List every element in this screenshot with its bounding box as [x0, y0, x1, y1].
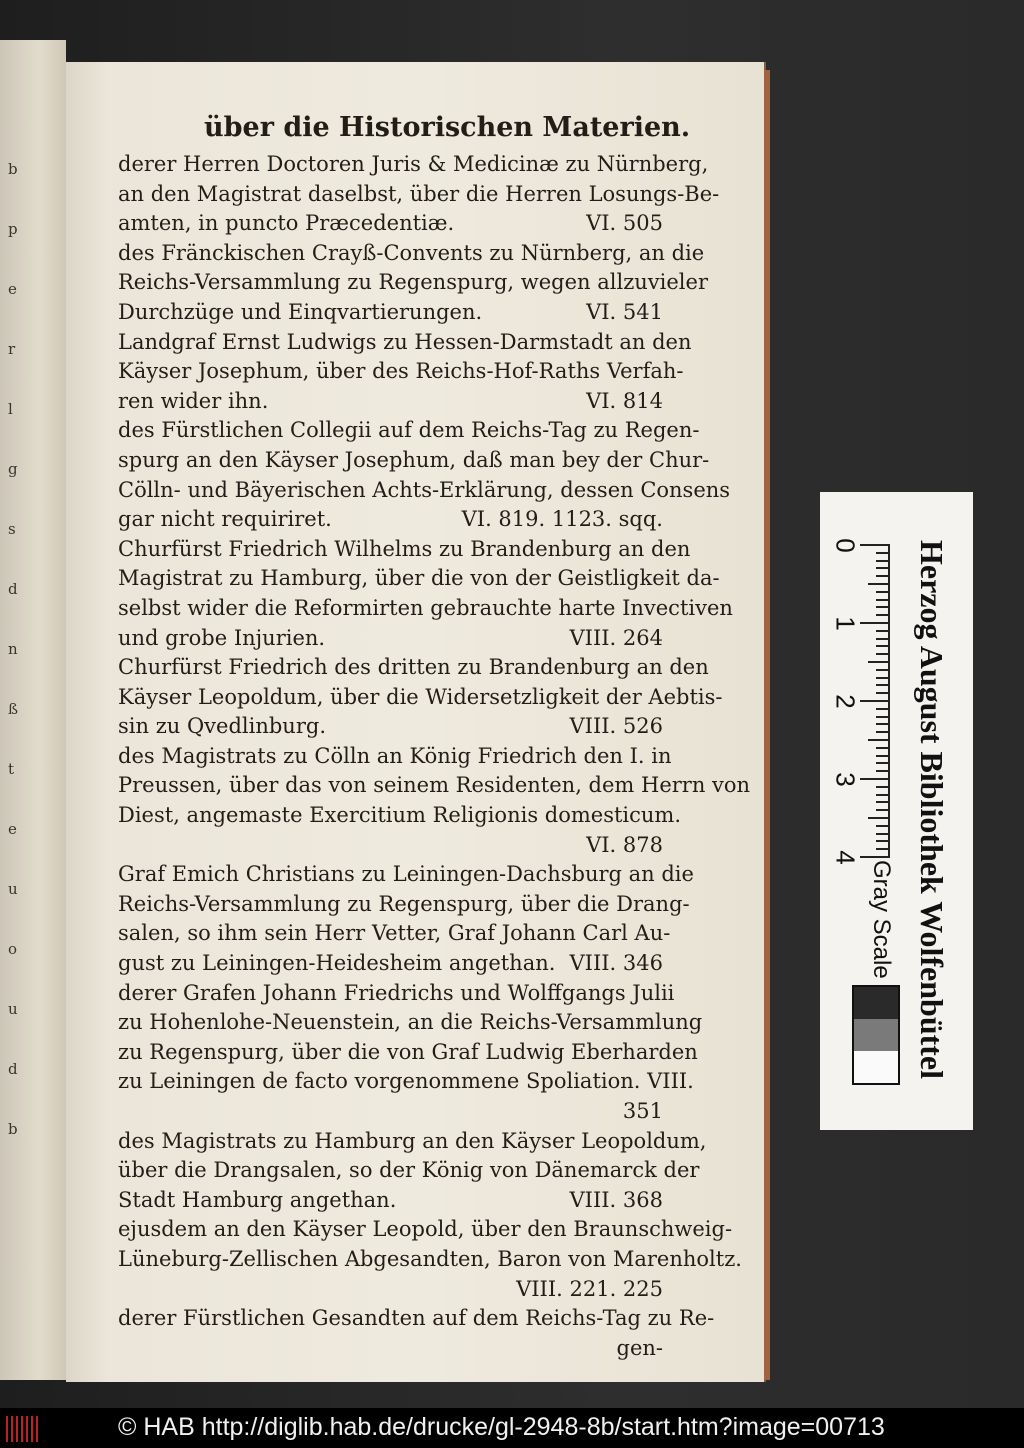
page-reference: VIII. 264	[569, 625, 663, 650]
grayscale-label: Gray Scale	[868, 860, 895, 979]
page-reference: VI. 878	[586, 832, 663, 857]
page-reference: VIII. 346	[569, 951, 663, 976]
line-text: amten, in puncto Præcedentiæ.	[118, 211, 455, 236]
ruler-number: 1	[830, 616, 861, 631]
copyright-link[interactable]: © HAB http://diglib.hab.de/drucke/gl-2948-8b/start.htm?image=00713	[118, 1413, 885, 1441]
grayscale-swatch	[852, 985, 900, 1085]
ruler-tick	[868, 661, 890, 663]
text-line: spurg an den Käyser Josephum, daß man bey der Chur-	[118, 447, 710, 472]
page-reference: VI. 541	[586, 299, 663, 324]
text-line: Churfürst Friedrich Wilhelms zu Brandenburg an den	[118, 536, 691, 561]
text-line: Lüneburg-Zellischen Abgesandten, Baron von Marenholtz.	[118, 1246, 742, 1271]
hab-logo-icon	[6, 1416, 40, 1442]
ruler-tick	[860, 778, 890, 780]
text-line: Käyser Leopoldum, über die Widersetzligkeit der Aebtis-	[118, 684, 723, 709]
library-title: Herzog August Bibliothek Wolfenbüttel	[914, 540, 950, 1080]
line-text: gar nicht requiriret.	[118, 507, 332, 532]
text-line: Graf Emich Christians zu Leiningen-Dachsburg an die	[118, 862, 694, 887]
line-text: sin zu Qvedlinburg.	[118, 714, 326, 739]
running-header: über die Historischen Materien.	[204, 112, 691, 143]
ruler-number: 0	[830, 538, 861, 553]
ruler-number: 4	[830, 850, 861, 865]
text-line	[118, 1186, 663, 1216]
line-text: ren wider ihn.	[118, 388, 269, 413]
text-line	[118, 505, 663, 535]
ruler-tick	[860, 856, 890, 858]
footer-bar	[0, 1408, 1024, 1448]
line-text: und grobe Injurien.	[118, 625, 326, 650]
text-line: Reichs-Versammlung zu Regenspurg, über die Drang-	[118, 891, 690, 916]
text-line	[118, 949, 663, 979]
text-line: des Fränckischen Crayß-Convents zu Nürnberg, an die	[118, 240, 705, 265]
page-reference: VIII. 368	[569, 1187, 663, 1212]
text-line: Reichs-Versammlung zu Regenspurg, wegen allzuvieler	[118, 270, 708, 295]
swatch-light	[854, 1051, 898, 1083]
text-line: zu Leiningen de facto vorgenommene Spoliation. VIII.	[118, 1069, 694, 1094]
ruler-number: 2	[830, 694, 861, 709]
text-line: über die Drangsalen, so der König von Dänemarck der	[118, 1158, 700, 1183]
text-line: Käyser Josephum, über des Reichs-Hof-Raths Verfah-	[118, 359, 684, 384]
measurement-ruler	[828, 530, 890, 865]
swatch-dark	[854, 987, 898, 1019]
text-line: des Magistrats zu Hamburg an den Käyser Leopoldum,	[118, 1128, 707, 1153]
swatch-mid	[854, 1019, 898, 1051]
text-line: Preussen, über das von seinem Residenten, dem Herrn von	[118, 773, 751, 798]
page-reference: VIII. 221. 225	[516, 1276, 663, 1301]
page-reference: VI. 505	[586, 211, 663, 236]
ruler-tick	[860, 544, 890, 546]
page-reference: VI. 819. 1123. sqq.	[461, 507, 663, 532]
text-line	[118, 387, 663, 417]
ruler-tick	[860, 622, 890, 624]
ruler-baseline	[888, 544, 890, 856]
line-text: Durchzüge und Einqvartierungen.	[118, 299, 483, 324]
page-reference: 351	[622, 1099, 663, 1123]
page-reference: VIII. 526	[569, 714, 663, 739]
ruler-tick	[868, 739, 890, 741]
line-text: Stadt Hamburg angethan.	[118, 1187, 397, 1212]
text-line	[118, 624, 663, 654]
text-line	[118, 209, 663, 239]
text-line: an den Magistrat daselbst, über die Herren Losungs-Be-	[118, 181, 720, 206]
page-text	[118, 150, 751, 1363]
text-line: des Fürstlichen Collegii auf dem Reichs-Tag zu Regen-	[118, 418, 700, 443]
text-line	[118, 1334, 663, 1364]
page-reference: gen-	[616, 1335, 663, 1360]
text-line: derer Herren Doctoren Juris & Medicinæ zu Nürnberg,	[118, 152, 709, 176]
text-line	[118, 1275, 663, 1305]
text-line: Cölln- und Bäyerischen Achts-Erklärung, dessen Consens	[118, 477, 731, 502]
text-line	[118, 1097, 663, 1127]
text-line: Diest, angemaste Exercitium Religionis domesticum.	[118, 803, 682, 828]
text-line: ejusdem an den Käyser Leopold, über den Braunschweig-	[118, 1217, 733, 1242]
text-line: zu Regenspurg, über die von Graf Ludwig Eberharden	[118, 1039, 698, 1064]
text-line: Churfürst Friedrich des dritten zu Brandenburg an den	[118, 655, 709, 680]
page-reference: VI. 814	[586, 388, 663, 413]
text-line	[118, 298, 663, 328]
ruler-tick	[868, 817, 890, 819]
text-line: selbst wider die Reformirten gebrauchte harte Invectiven	[118, 595, 733, 620]
page-edge	[764, 70, 770, 1380]
ruler-tick	[860, 700, 890, 702]
text-line	[118, 712, 663, 742]
ruler-tick	[868, 583, 890, 585]
text-line: zu Hohenlohe-Neuenstein, an die Reichs-Versammlung	[118, 1010, 703, 1035]
text-line: derer Fürstlichen Gesandten auf dem Reichs-Tag zu Re-	[118, 1306, 715, 1331]
previous-page-edge: b p e r l g s d n ß t e u o u d b	[0, 40, 66, 1380]
text-line: des Magistrats zu Cölln an König Friedrich den I. in	[118, 743, 672, 768]
ruler-number: 3	[830, 772, 861, 787]
text-line: Magistrat zu Hamburg, über die von der Geistligkeit da-	[118, 566, 720, 591]
text-line: salen, so ihm sein Herr Vetter, Graf Johann Carl Au-	[118, 921, 671, 946]
text-line: derer Grafen Johann Friedrichs und Wolffgangs Julii	[118, 980, 675, 1005]
line-text: gust zu Leiningen-Heidesheim angethan.	[118, 951, 556, 976]
text-line	[118, 831, 663, 861]
text-line: Landgraf Ernst Ludwigs zu Hessen-Darmstadt an den	[118, 329, 692, 354]
